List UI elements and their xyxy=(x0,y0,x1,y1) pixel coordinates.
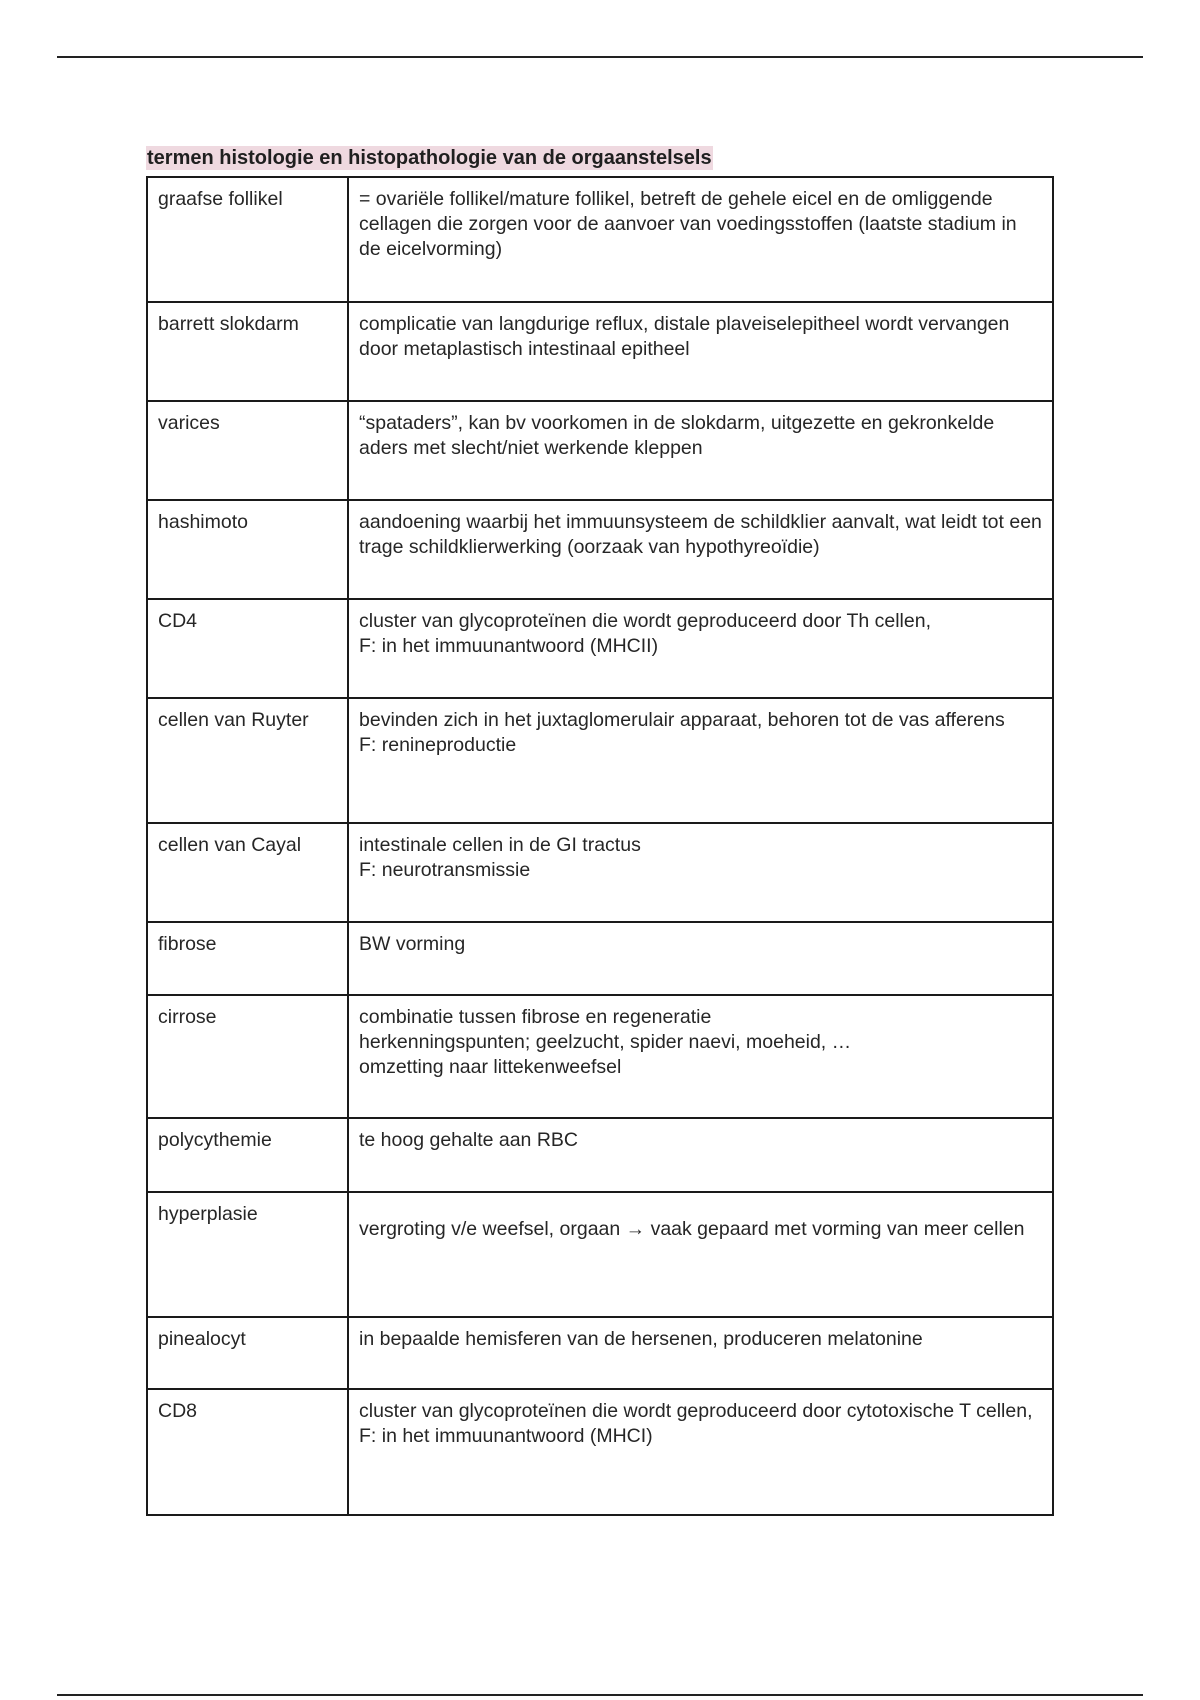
table-row xyxy=(147,302,1053,401)
table-row xyxy=(147,599,1053,698)
table-row xyxy=(147,401,1053,500)
table-row xyxy=(147,995,1053,1118)
definition-line: = ovariële follikel/mature follikel, betreft de gehele eicel en de omliggende cellagen die zorgen voor de aanvoer van voedingsstoffen (laatste stadium in de eicelvorming) xyxy=(359,188,1017,260)
definition-line: te hoog gehalte aan RBC xyxy=(359,1129,578,1151)
definition-line: “spataders”, kan bv voorkomen in de slokdarm, uitgezette en gekronkelde aders met slecht/niet werkende kleppen xyxy=(359,412,995,459)
term-cell: hyperplasie xyxy=(147,1192,348,1317)
term-cell: varices xyxy=(147,401,348,500)
term-cell: CD4 xyxy=(147,599,348,698)
definition-cell xyxy=(348,995,1053,1118)
definition-line: omzetting naar littekenweefsel xyxy=(359,1056,622,1078)
table-row xyxy=(147,1118,1053,1192)
header-rule xyxy=(57,56,1143,58)
definition-cell xyxy=(348,177,1053,302)
term-cell: cellen van Ruyter xyxy=(147,698,348,823)
table-row xyxy=(147,1192,1053,1317)
definition-cell xyxy=(348,922,1053,995)
definition-line: bevinden zich in het juxtaglomerulair apparaat, behoren tot de vas afferens xyxy=(359,709,1005,731)
definition-cell xyxy=(348,302,1053,401)
definition-cell xyxy=(348,698,1053,823)
definition-line: complicatie van langdurige reflux, distale plaveiselepitheel wordt vervangen door metaplastisch intestinaal epitheel xyxy=(359,313,1010,360)
definition-line: F: renineproductie xyxy=(359,734,517,756)
definition-line: combinatie tussen fibrose en regeneratie xyxy=(359,1006,712,1028)
table-row xyxy=(147,698,1053,823)
table-row xyxy=(147,177,1053,302)
term-cell: polycythemie xyxy=(147,1118,348,1192)
table-row xyxy=(147,1317,1053,1389)
table-row xyxy=(147,500,1053,599)
term-cell: pinealocyt xyxy=(147,1317,348,1389)
definition-line: cluster van glycoproteïnen die wordt geproduceerd door cytotoxische T cellen, xyxy=(359,1400,1033,1422)
table-row xyxy=(147,823,1053,922)
terms-table xyxy=(146,176,1054,1516)
definition-line: F: in het immuunantwoord (MHCII) xyxy=(359,635,659,657)
definition-line: vergroting v/e weefsel, orgaan → vaak gepaard met vorming van meer cellen xyxy=(359,1218,1025,1240)
document-title: termen histologie en histopathologie van de orgaanstelsels xyxy=(147,147,712,169)
definition-cell xyxy=(348,401,1053,500)
definition-cell xyxy=(348,1389,1053,1515)
definition-line: intestinale cellen in de GI tractus xyxy=(359,834,641,856)
definition-cell xyxy=(348,1317,1053,1389)
definition-line: F: in het immuunantwoord (MHCI) xyxy=(359,1425,653,1447)
definition-cell xyxy=(348,1118,1053,1192)
table-row xyxy=(147,1389,1053,1515)
definition-cell xyxy=(348,500,1053,599)
term-cell: cellen van Cayal xyxy=(147,823,348,922)
definition-line: F: neurotransmissie xyxy=(359,859,531,881)
definition-line: BW vorming xyxy=(359,933,466,955)
definition-cell xyxy=(348,823,1053,922)
definition-cell xyxy=(348,1192,1053,1317)
definition-line: in bepaalde hemisferen van de hersenen, produceren melatonine xyxy=(359,1328,923,1350)
definition-cell xyxy=(348,599,1053,698)
term-cell: barrett slokdarm xyxy=(147,302,348,401)
term-cell: CD8 xyxy=(147,1389,348,1515)
term-cell: graafse follikel xyxy=(147,177,348,302)
definition-line: herkenningspunten; geelzucht, spider naevi, moeheid, … xyxy=(359,1031,852,1053)
term-cell: hashimoto xyxy=(147,500,348,599)
definition-line: aandoening waarbij het immuunsysteem de schildklier aanvalt, wat leidt tot een trage schildklierwerking (oorzaak van hypothyreoïdie) xyxy=(359,511,1042,558)
definition-line: cluster van glycoproteïnen die wordt geproduceerd door Th cellen, xyxy=(359,610,931,632)
table-row xyxy=(147,922,1053,995)
footer-rule xyxy=(57,1694,1143,1696)
term-cell: cirrose xyxy=(147,995,348,1118)
term-cell: fibrose xyxy=(147,922,348,995)
